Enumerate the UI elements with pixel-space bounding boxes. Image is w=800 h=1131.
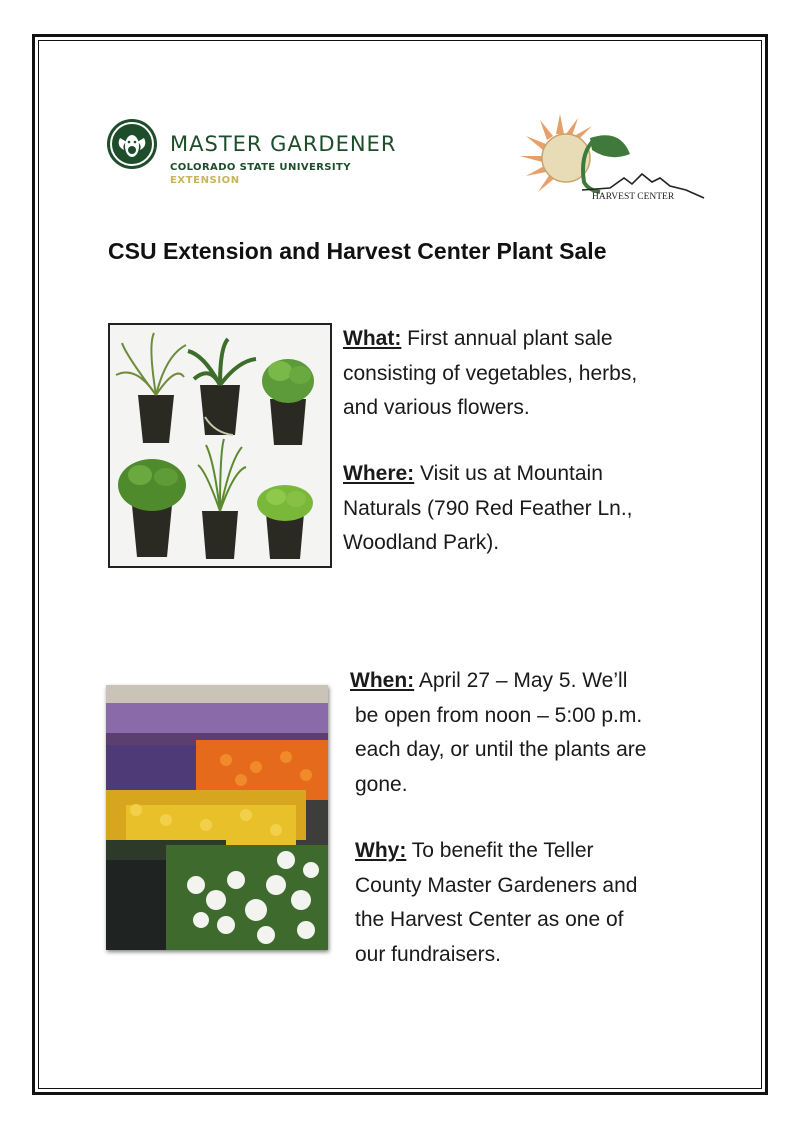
when-label: When: [350,669,415,692]
why-label: Why: [355,839,407,862]
potted-plants-photo [108,323,332,568]
harvest-center-logo-text: HARVEST CENTER [592,192,675,202]
when-line-4: gone. [355,772,408,796]
when-section [350,664,690,802]
when-line-2: be open from noon – 5:00 p.m. [355,703,643,727]
what-line-1: First annual plant sale [401,327,613,350]
csu-logo-title: MASTER GARDENER [170,132,397,156]
where-line-2: Naturals (790 Red Feather Ln., [343,496,633,520]
csu-logo-extension: EXTENSION [170,175,240,186]
why-line-3: the Harvest Center as one of [355,908,624,931]
where-label: Where: [343,462,415,485]
where-section [343,457,683,561]
what-line-3: and various flowers. [343,396,530,419]
why-line-4: our fundraisers. [355,942,501,966]
when-line-3: each day, or until the plants are [355,738,647,761]
why-line-2: County Master Gardeners and [355,873,638,897]
harvest-center-logo [520,112,712,208]
csu-master-gardener-logo [106,118,426,192]
when-line-1: April 27 – May 5. We’ll [414,669,628,692]
ram-icon [106,118,158,170]
what-section [343,322,673,426]
where-line-3: Woodland Park). [343,531,500,554]
what-label: What: [343,327,402,350]
why-line-1: To benefit the Teller [406,839,594,862]
csu-logo-university: COLORADO STATE UNIVERSITY [170,162,351,173]
page-title: CSU Extension and Harvest Center Plant Sale [108,238,607,264]
why-section [355,834,685,972]
flower-trays-photo [106,685,328,950]
where-line-1: Visit us at Mountain [414,462,603,485]
what-line-2: consisting of vegetables, herbs, [343,361,638,385]
